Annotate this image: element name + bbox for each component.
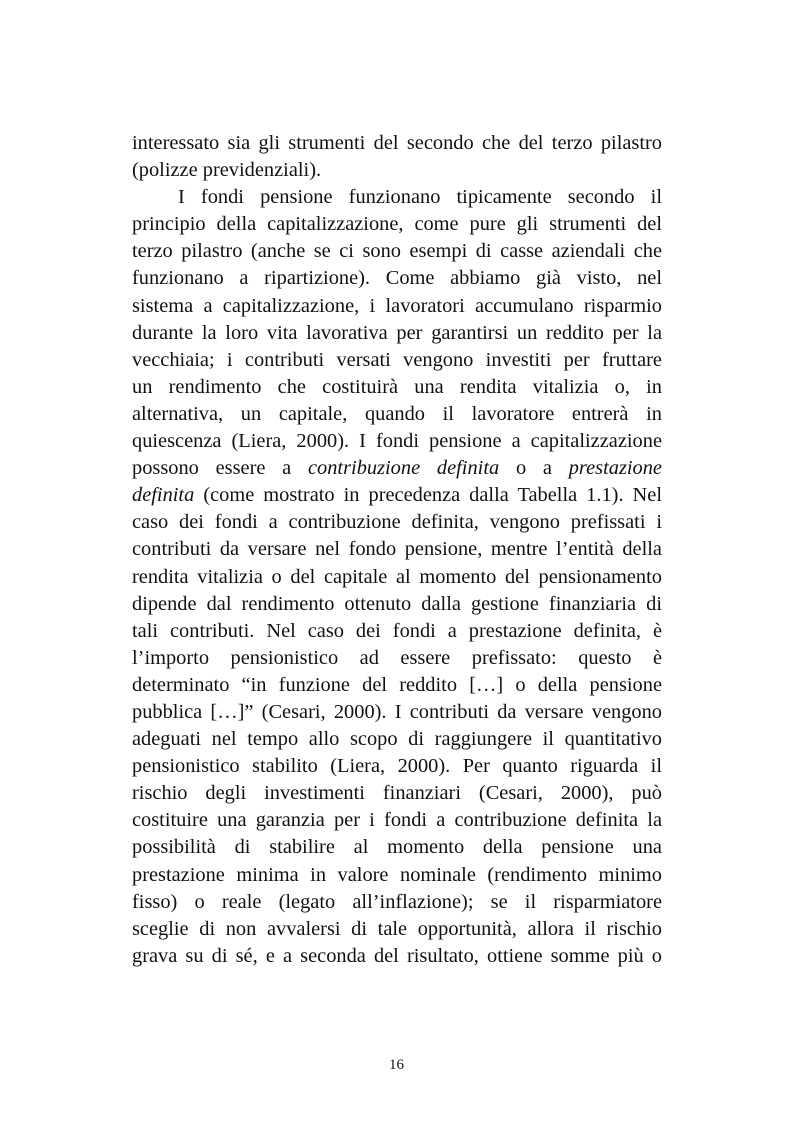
- text-segment: fisso) o reale (legato all’inflazione); se il risparmiatore: [132, 890, 662, 913]
- text-segment: contributi da versare nel fondo pensione, mentre l’entità della: [132, 538, 662, 561]
- text-segment: dipende dal rendimento ottenuto dalla gestione finanziaria di: [132, 592, 662, 615]
- text-segment: possibilità di stabilire al momento della pensione una: [132, 836, 662, 859]
- text-line: [132, 238, 662, 265]
- text-line: [132, 347, 662, 374]
- text-segment: (come mostrato in precedenza dalla Tabella 1.1). Nel: [194, 484, 662, 507]
- text-line: [132, 645, 662, 672]
- text-segment: funzionano a ripartizione). Come abbiamo già visto, nel: [132, 267, 662, 290]
- text-line: [132, 509, 662, 536]
- text-line: [132, 211, 662, 238]
- text-segment: terzo pilastro (anche se ci sono esempi di casse aziendali che: [132, 240, 662, 263]
- text-segment: l’importo pensionistico ad essere prefissato: questo è: [132, 646, 662, 669]
- text-segment: o a: [499, 457, 569, 480]
- text-line: [132, 862, 662, 889]
- text-segment: rischio degli investimenti finanziari (Cesari, 2000), può: [132, 782, 662, 805]
- text-line: [132, 753, 662, 780]
- text-line: [132, 536, 662, 563]
- text-line: [132, 699, 662, 726]
- text-line: [132, 672, 662, 699]
- text-line: [132, 726, 662, 753]
- text-segment: possono essere a: [132, 457, 308, 480]
- italic-term: contribuzione definita: [307, 457, 500, 480]
- text-segment: grava su di sé, e a seconda del risultato, ottiene somme più o: [132, 944, 662, 967]
- text-segment: sistema a capitalizzazione, i lavoratori accumulano risparmio: [132, 294, 662, 317]
- text-segment: determinato “in funzione del reddito […] o della pensione: [132, 673, 662, 696]
- text-segment: caso dei fondi a contribuzione definita, vengono prefissati i: [132, 511, 662, 534]
- text-segment: vecchiaia; i contributi versati vengono investiti per fruttare: [132, 348, 662, 371]
- body-text: [132, 130, 662, 970]
- italic-term: prestazione: [568, 457, 662, 480]
- text-line: [132, 564, 662, 591]
- text-segment: tali contributi. Nel caso dei fondi a prestazione definita, è: [132, 619, 662, 642]
- text-segment: alternativa, un capitale, quando il lavoratore entrerà in: [132, 402, 662, 425]
- text-line: [132, 455, 662, 482]
- text-segment: interessato sia gli strumenti del secondo che del terzo pilastro: [132, 132, 662, 154]
- text-line: [132, 428, 662, 455]
- text-line: [132, 374, 662, 401]
- text-segment: adeguati nel tempo allo scopo di raggiungere il quantitativo: [132, 728, 662, 751]
- text-line: [132, 184, 662, 211]
- text-line: [132, 807, 662, 834]
- text-segment: pensionistico stabilito (Liera, 2000). Per quanto riguarda il: [132, 755, 662, 778]
- text-segment: sceglie di non avvalersi di tale opportunità, allora il rischio: [132, 917, 662, 940]
- text-line: [132, 157, 662, 184]
- text-segment: rendita vitalizia o del capitale al momento del pensionamento: [132, 565, 662, 588]
- text-line: [132, 265, 662, 292]
- text-line: [132, 618, 662, 645]
- text-line: [132, 834, 662, 861]
- text-line: [132, 780, 662, 807]
- text-line: [132, 591, 662, 618]
- text-segment: quiescenza (Liera, 2000). I fondi pensione a capitalizzazione: [132, 430, 662, 453]
- italic-term: definita: [132, 484, 195, 507]
- text-segment: un rendimento che costituirà una rendita vitalizia o, in: [132, 375, 662, 398]
- text-line: [132, 320, 662, 347]
- text-segment: prestazione minima in valore nominale (rendimento minimo: [132, 863, 662, 886]
- text-line: [132, 130, 662, 157]
- text-segment: costituire una garanzia per i fondi a contribuzione definita la: [132, 809, 662, 832]
- text-segment: pubblica […]” (Cesari, 2000). I contributi da versare vengono: [132, 700, 662, 723]
- text-line: [132, 889, 662, 916]
- text-line: [132, 401, 662, 428]
- text-line: [132, 293, 662, 320]
- text-segment: (polizze previdenziali).: [132, 159, 322, 182]
- text-segment: principio della capitalizzazione, come pure gli strumenti del: [132, 213, 662, 236]
- text-segment: durante la loro vita lavorativa per garantirsi un reddito per la: [132, 321, 662, 344]
- text-segment: I fondi pensione funzionano tipicamente secondo il: [178, 186, 662, 209]
- page-number: 16: [389, 1057, 404, 1073]
- text-line: [132, 916, 662, 943]
- text-line: [132, 482, 662, 509]
- text-line: [132, 943, 662, 970]
